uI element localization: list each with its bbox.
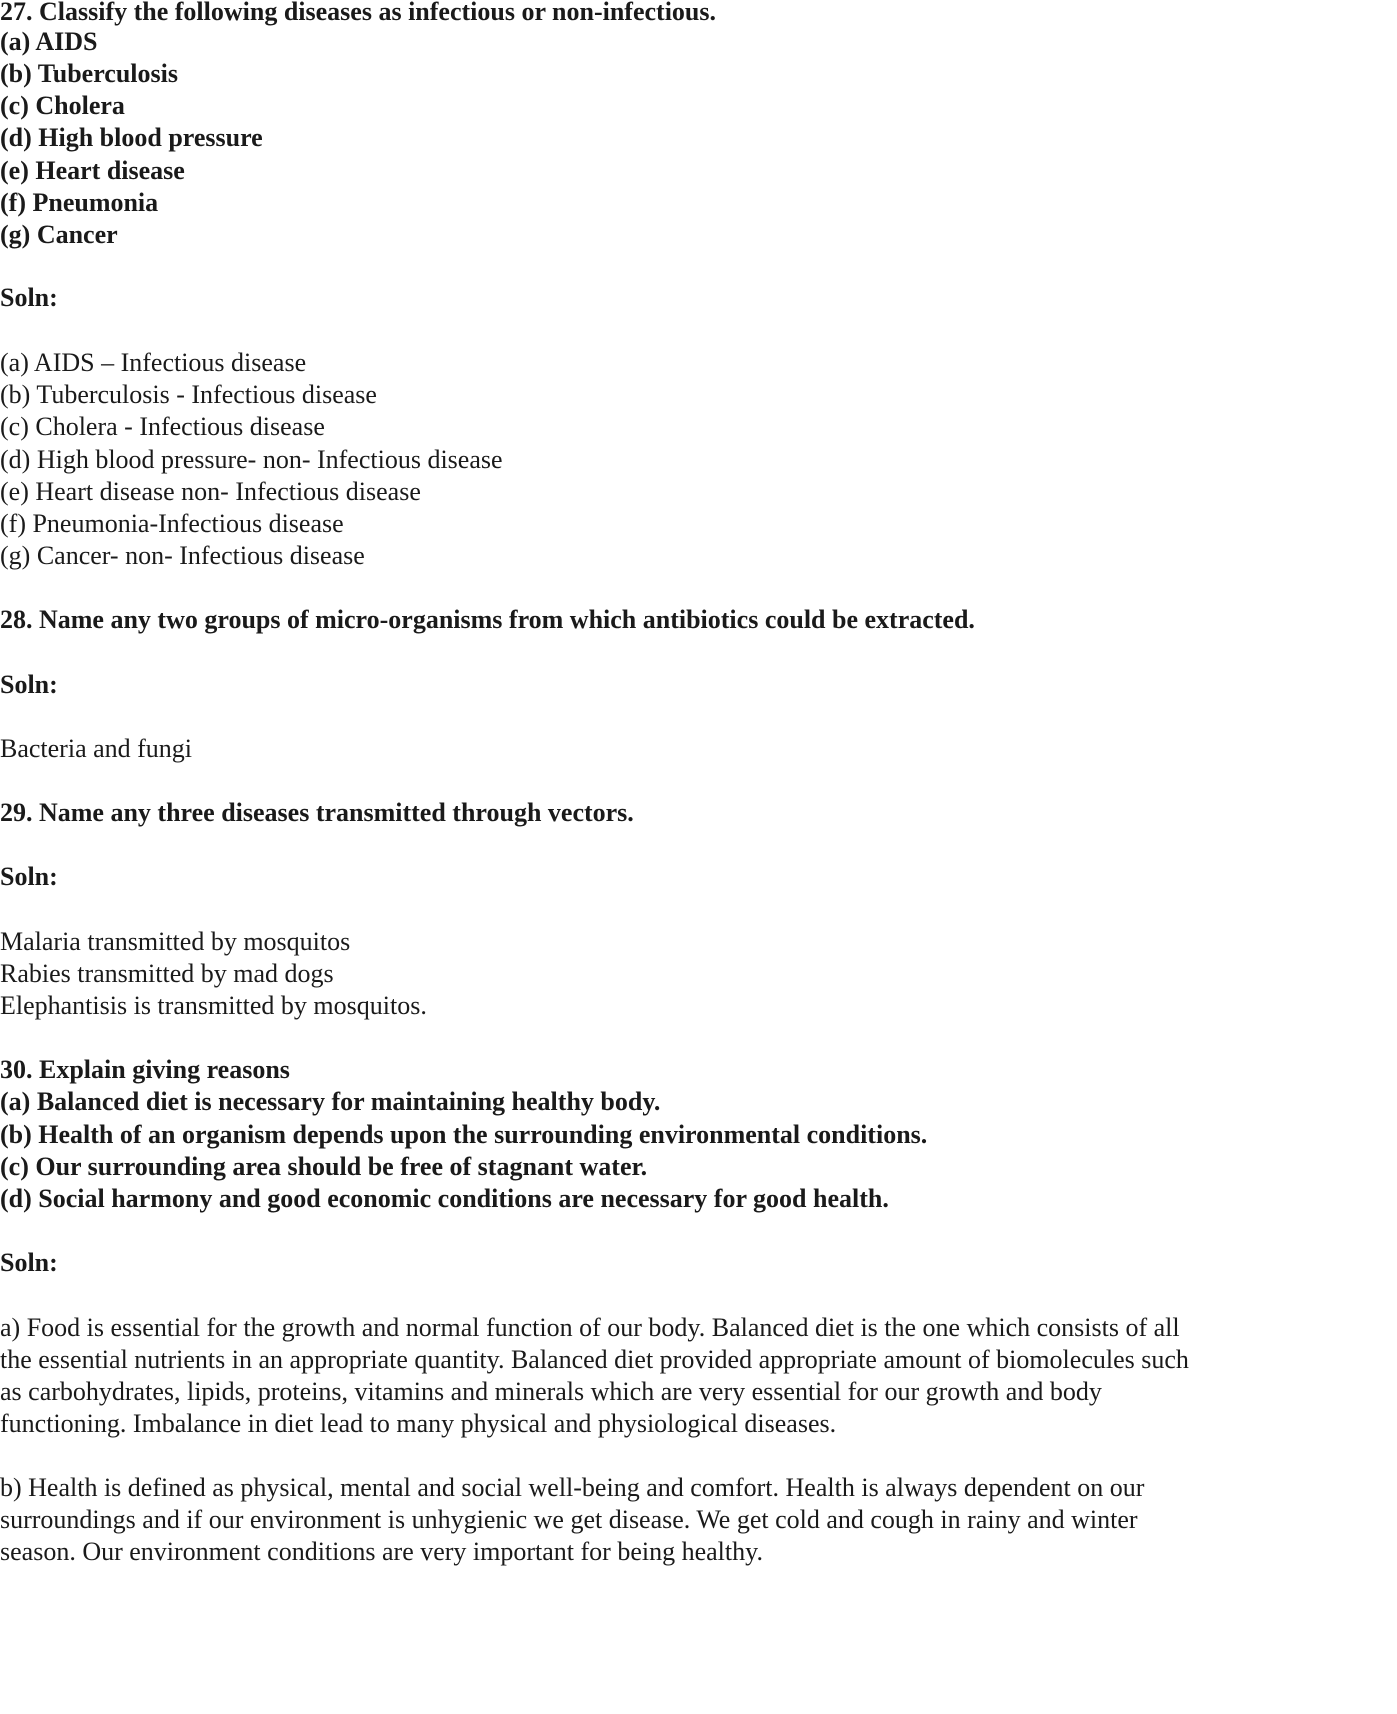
answer: Elephantisis is transmitted by mosquitos.	[0, 991, 427, 1020]
option: (f) Pneumonia	[0, 188, 159, 217]
answer: (g) Cancer- non- Infectious disease	[0, 541, 365, 570]
answer-a-line: the essential nutrients in an appropriate quantity. Balanced diet provided appropriate amount of biomolecules such	[0, 1345, 1189, 1374]
option: (a) AIDS	[0, 27, 98, 56]
option: (e) Heart disease	[0, 156, 185, 185]
answer-b-line: surroundings and if our environment is unhygienic we get disease. We get cold and cough in rainy and winter	[0, 1505, 1138, 1534]
answer: Rabies transmitted by mad dogs	[0, 959, 334, 988]
answer-a-line: functioning. Imbalance in diet lead to many physical and physiological diseases.	[0, 1409, 837, 1438]
option: (b) Health of an organism depends upon the surrounding environmental conditions.	[0, 1120, 928, 1149]
option: (c) Cholera	[0, 91, 125, 120]
soln-label: Soln:	[0, 670, 58, 699]
answer: Malaria transmitted by mosquitos	[0, 927, 351, 956]
option: (g) Cancer	[0, 220, 118, 249]
answer: (d) High blood pressure- non- Infectious disease	[0, 445, 503, 474]
answer-a-line: as carbohydrates, lipids, proteins, vitamins and minerals which are very essential for our growth and body	[0, 1377, 1102, 1406]
answer: (f) Pneumonia-Infectious disease	[0, 509, 344, 538]
option: (b) Tuberculosis	[0, 59, 178, 88]
question-28: 28. Name any two groups of micro-organisms from which antibiotics could be extracted.	[0, 605, 975, 634]
answer: Bacteria and fungi	[0, 734, 193, 763]
answer-b-line: season. Our environment conditions are very important for being healthy.	[0, 1537, 763, 1566]
option: (d) Social harmony and good economic conditions are necessary for good health.	[0, 1184, 889, 1213]
answer: (a) AIDS – Infectious disease	[0, 348, 307, 377]
question-29: 29. Name any three diseases transmitted through vectors.	[0, 798, 634, 827]
question-30: 30. Explain giving reasons	[0, 1055, 290, 1084]
soln-label: Soln:	[0, 283, 58, 312]
answer: (c) Cholera - Infectious disease	[0, 412, 325, 441]
question-27: 27. Classify the following diseases as infectious or non-infectious.	[0, 0, 716, 26]
answer-b-line: b) Health is defined as physical, mental and social well-being and comfort. Health is always dependent on our	[0, 1473, 1145, 1502]
option: (a) Balanced diet is necessary for maintaining healthy body.	[0, 1087, 661, 1116]
option: (c) Our surrounding area should be free of stagnant water.	[0, 1152, 648, 1181]
answer-a-line: a) Food is essential for the growth and normal function of our body. Balanced diet is the one which consists of all	[0, 1313, 1180, 1342]
answer: (e) Heart disease non- Infectious disease	[0, 477, 421, 506]
answer: (b) Tuberculosis - Infectious disease	[0, 380, 377, 409]
soln-label: Soln:	[0, 862, 58, 891]
option: (d) High blood pressure	[0, 123, 263, 152]
soln-label: Soln:	[0, 1248, 58, 1277]
